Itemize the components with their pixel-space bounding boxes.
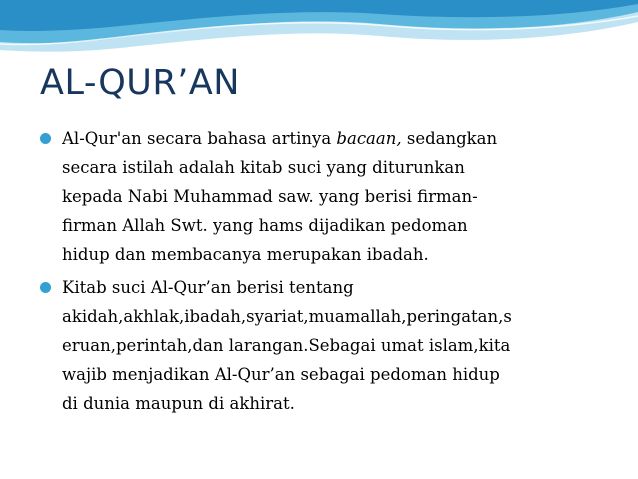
text-line: wajib menjadikan Al-Qur’an sebagai pedoman hidup	[62, 365, 500, 384]
slide-title: AL-QUR’AN	[40, 63, 240, 103]
text-line: eruan,perintah,dan larangan.Sebagai umat islam,kita	[62, 336, 511, 355]
bullet-item	[40, 124, 615, 269]
text-line: firman Allah Swt. yang hams dijadikan pedoman	[62, 216, 468, 235]
text-segment: sedangkan	[401, 129, 498, 148]
bullet-dot-icon	[40, 282, 51, 293]
bullet-dot-icon	[40, 133, 51, 144]
italic-term: bacaan,	[336, 129, 402, 148]
text-line: hidup dan membacanya merupakan ibadah.	[62, 245, 429, 264]
header-wave-decoration	[0, 0, 638, 58]
bullet-item	[40, 273, 615, 418]
text-line: Kitab suci Al-Qur’an berisi tentang	[62, 278, 354, 297]
bullet-list	[40, 124, 615, 418]
text-segment: Al-Qur'an secara bahasa artinya	[62, 129, 337, 148]
text-line	[62, 124, 615, 153]
text-line: di dunia maupun di akhirat.	[62, 394, 295, 413]
text-line: kepada Nabi Muhammad saw. yang berisi firman-	[62, 187, 478, 206]
text-line: akidah,akhlak,ibadah,syariat,muamallah,peringatan,s	[62, 307, 512, 326]
text-line: secara istilah adalah kitab suci yang diturunkan	[62, 158, 465, 177]
